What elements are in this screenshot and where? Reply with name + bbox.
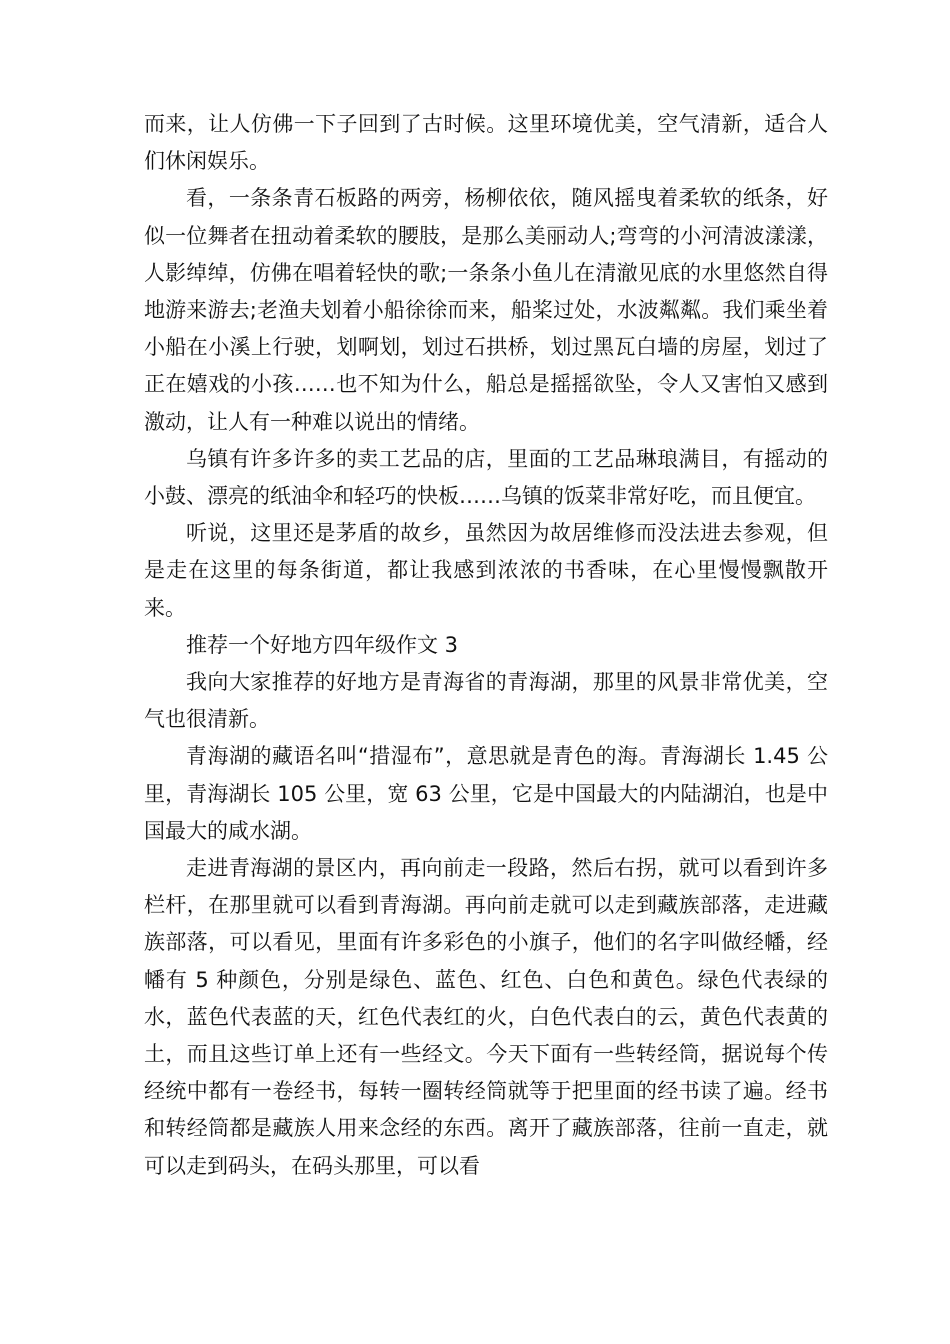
paragraph-mao-dun: 听说，这里还是茅盾的故乡，虽然因为故居维修而没法进去参观，但是走在这里的每条街道，都让我感到浓浓的书香味，在心里慢慢飘散开来。 [144,521,828,620]
section-heading: 推荐一个好地方四年级作文 3 [186,632,459,657]
paragraph-lake-facts: 青海湖的藏语名叫“措湿布”，意思就是青色的海。青海湖长 1.45 公里，青海湖长 105 公里，宽 63 公里，它是中国最大的内陆湖泊，也是中国最大的咸水湖。 [144,744,828,843]
paragraph-scenery: 看，一条条青石板路的两旁，杨柳依依，随风摇曳着柔软的纸条，好似一位舞者在扭动着柔软的腰肢，是那么美丽动人;弯弯的小河清波漾漾，人影绰绰，仿佛在唱着轻快的歌;一条条小鱼儿在清澈见底的水里悠然自得地游来游去;老渔夫划着小船徐徐而来，船桨过处，水波粼粼。我们乘坐着小船在小溪上行驶，划啊划，划过石拱桥，划过黑瓦白墙的房屋，划过了正在嬉戏的小孩……也不知为什么，船总是摇摇欲坠，令人又害怕又感到激动，让人有一种难以说出的情绪。 [144,186,828,434]
document-body [144,106,828,1185]
paragraph-tibetan-tribe: 走进青海湖的景区内，再向前走一段路，然后右拐，就可以看到许多栏杆，在那里就可以看到青海湖。再向前走就可以走到藏族部落，走进藏族部落，可以看见，里面有许多彩色的小旗子，他们的名字叫做经幡，经幡有 5 种颜色，分别是绿色、蓝色、红色、白色和黄色。绿色代表绿的水，蓝色代表蓝的天，红色代表红的火，白色代表白的云，黄色代表黄的土，而且这些订单上还有一些经文。今天下面有一些转经筒，据说每个传经统中都有一卷经书，每转一圈转经筒就等于把里面的经书读了遍。经书和转经筒都是藏族人用来念经的东西。离开了藏族部落，往前一直走，就可以走到码头，在码头那里，可以看 [144,856,828,1178]
paragraph-continuation: 而来，让人仿佛一下子回到了古时候。这里环境优美，空气清新，适合人们休闲娱乐。 [144,112,828,174]
paragraph-intro: 我向大家推荐的好地方是青海省的青海湖，那里的风景非常优美，空气也很清新。 [144,670,828,732]
paragraph-crafts: 乌镇有许多许多的卖工艺品的店，里面的工艺品琳琅满目，有摇动的小鼓、漂亮的纸油伞和轻巧的快板……乌镇的饭菜非常好吃，而且便宜。 [144,446,828,509]
